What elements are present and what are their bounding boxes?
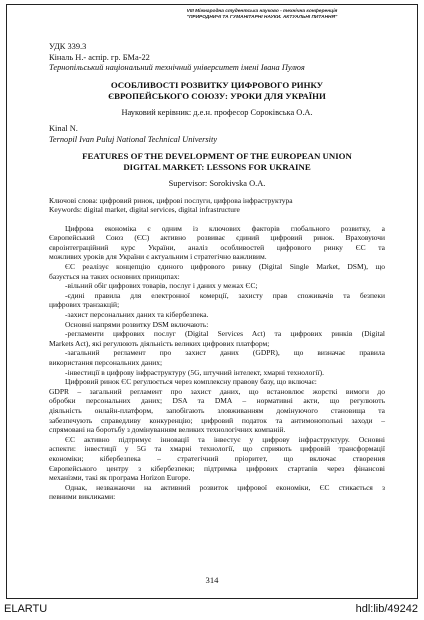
body-line: можливих уроків для України є актуальним і стратегічно важливим.	[49, 252, 267, 262]
body-line: євроінтеграційний курс України, аналіз особливостей цифрового ринку ЄС та	[49, 242, 385, 252]
body-line: обробки персональних даних; DSA та DMA – нормативні акти, що регулюють	[49, 396, 385, 406]
body-line: -регламенти цифрових послуг (Digital Services Act) та цифрових ринків (Digital	[65, 329, 385, 339]
handle-identifier: hdl:lib/49242	[355, 603, 418, 615]
supervisor-ua: Науковий керівник: д.е.н. професор Сороківська О.А.	[121, 107, 313, 117]
repository-footer	[0, 599, 424, 620]
page-number: 314	[205, 575, 219, 585]
body-line: -загальний регламент про захист даних (GDPR), що визначає правила	[65, 348, 385, 358]
body-line: Європейський Союз (ЄС) активно розвиває єдиний цифровий ринок. Враховуючи	[49, 233, 385, 243]
body-line: -вільний обіг цифрових товарів, послуг і даних у межах ЄС;	[65, 281, 258, 291]
keywords-ua: Ключові слова: цифровий ринок, цифрові послуги, цифрова інфраструктура	[49, 195, 293, 205]
body-line: -єдині правила для електронної комерції, захисту прав споживачів та безпеки	[65, 290, 385, 300]
udc-code: УДК 339.3	[49, 42, 87, 51]
body-line: базується на таких основних принципах:	[49, 271, 180, 281]
body-line: Markets Act), які регулюють діяльність великих цифрових платформ;	[49, 338, 270, 348]
author-en: Kinal N.	[49, 124, 78, 133]
affiliation-en: Ternopil Ivan Puluj National Technical University	[49, 134, 218, 144]
body-line: цифрових транзакцій;	[49, 300, 120, 310]
body-line: Основні напрями розвитку DSM включають:	[65, 319, 209, 329]
title-ua-line-1: ОСОБЛИВОСТІ РОЗВИТКУ ЦИФРОВОГО РИНКУ	[110, 79, 324, 90]
body-line: економіки; кібербезпека – стратегічний пріоритет, що включає створення	[49, 453, 385, 463]
body-line: діяльність онлайн-платформ, запобігають зловживанням домінуючого становища та	[49, 405, 385, 415]
title-ua-line-2: ЄВРОПЕЙСЬКОГО СОЮЗУ: УРОКИ ДЛЯ УКРАЇНИ	[108, 90, 326, 101]
body-line: забезпечують справедливу конкуренцію; цифровий податок та антимонопольні заходи –	[49, 415, 385, 425]
article-content	[49, 42, 385, 502]
body-line: Європейського центру з кібербезпеки; підтримка цифрових стартапів через фінансові	[49, 463, 385, 473]
body-line: механізми, такі як програма Horizon Europe.	[49, 473, 191, 483]
body-line: використання персональних даних;	[49, 358, 163, 367]
affiliation-ua: Тернопільський національний технічний університет імені Івана Пулюя	[49, 63, 305, 72]
body-line: ЄС реалізує концепцію єдиного цифрового ринку (Digital Single Market, DSM), що	[65, 262, 385, 272]
author-ua: Кіналь Н.- аспір. гр. БМа-22	[49, 52, 150, 62]
body-line: ЄС активно підтримує інновації та інвестує у цифрову інфраструктуру. Основні	[65, 434, 385, 444]
title-en-line-1: FEATURES OF THE DEVELOPMENT OF THE EUROPEAN UNION	[82, 151, 352, 161]
body-line: певними викликами:	[49, 492, 116, 502]
body-line: -захист персональних даних та кібербезпека.	[65, 310, 209, 320]
supervisor-en: Supervisor: Sorokivska O.A.	[168, 179, 266, 188]
title-en-line-2: DIGITAL MARKET: LESSONS FOR UKRAINE	[123, 162, 311, 172]
body-line: Цифровий ринок ЄС регулюється через комплексну правову базу, що включає:	[65, 377, 317, 387]
repository-name: ELARTU	[4, 603, 48, 615]
conference-line-1: VIII Міжнародна студентська науково - технічна конференція	[186, 9, 338, 14]
body-line: спрямовані на боротьбу з домінуванням великих технологічних компаній.	[49, 425, 286, 435]
body-line: -інвестиції в цифрову інфраструктуру (5G, штучний інтелект, хмарні технології).	[65, 367, 324, 377]
document-page	[6, 4, 418, 599]
body-text	[49, 224, 385, 502]
body-line: Однак, незважаючи на активний розвиток цифрової економіки, ЄС стикається з	[65, 482, 385, 492]
conference-header	[137, 9, 387, 21]
keywords-en: Keywords: digital market, digital services, digital infrastructure	[49, 205, 240, 215]
body-line: Цифрова економіка є одним із ключових факторів глобального розвитку, а	[65, 223, 385, 233]
body-line: GDPR – загальний регламент про захист даних, що встановлює жорсткі вимоги до	[49, 386, 385, 396]
body-line: аспекти: інвестиції у 5G та хмарні технології, що сприяють цифровій трансформації	[49, 444, 385, 454]
conference-line-2: "ПРИРОДНИЧІ ТА ГУМАНІТАРНІ НАУКИ. АКТУАЛЬНІ ПИТАННЯ"	[186, 15, 338, 20]
